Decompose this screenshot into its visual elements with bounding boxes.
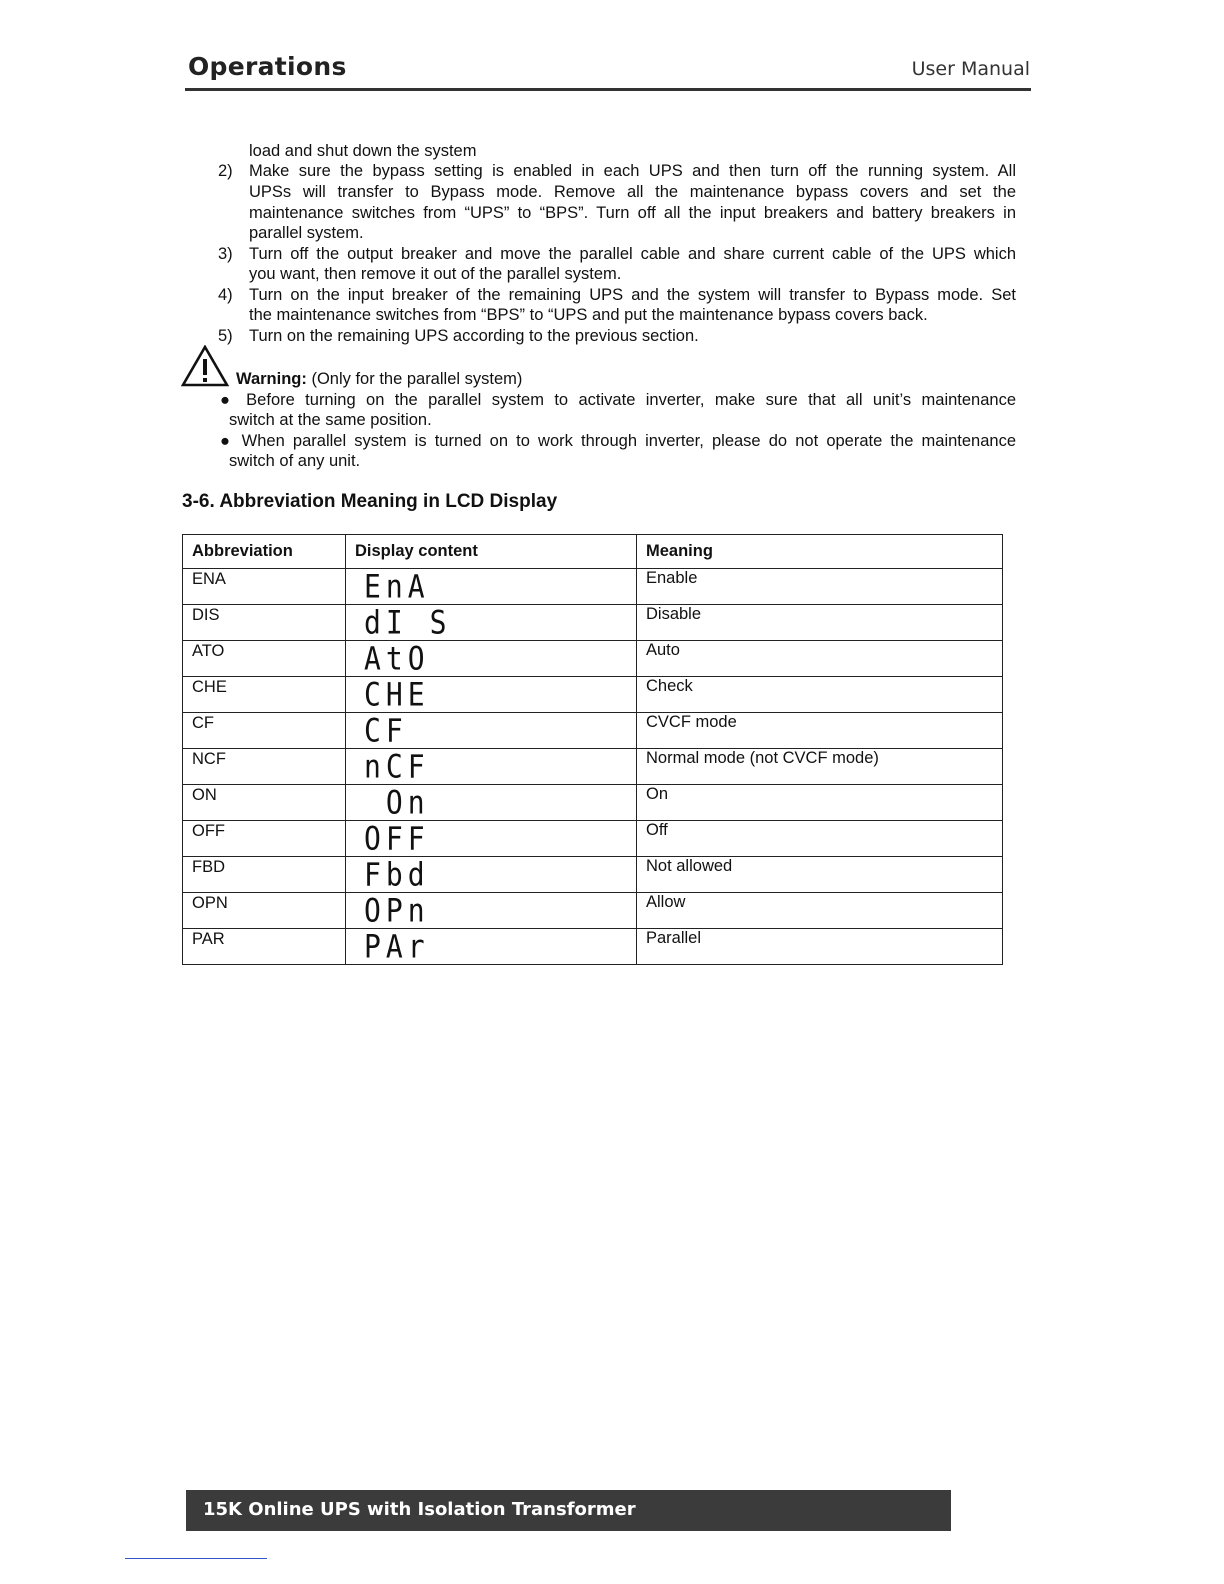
bottom-link-underline <box>125 1558 267 1559</box>
step-text: Turn off the output breaker and move the parallel cable and share current cable of the UPS which <box>249 245 1016 263</box>
page-header-title: Operations <box>188 52 347 81</box>
lcd-text: On <box>364 783 430 822</box>
footer-product-title: 15K Online UPS with Isolation Transformer <box>203 1499 636 1520</box>
meaning-cell: Normal mode (not CVCF mode) <box>637 749 1003 785</box>
column-header: Abbreviation <box>183 535 346 569</box>
step-number: 4) <box>218 286 233 304</box>
lcd-text: Fbd <box>364 855 430 894</box>
step-text: Make sure the bypass setting is enabled in each UPS and then turn off the running system. All <box>249 162 1016 180</box>
abbreviation-cell: OPN <box>183 893 346 929</box>
section-title: 3-6. Abbreviation Meaning in LCD Display <box>182 491 558 512</box>
warning-note: (Only for the parallel system) <box>311 370 523 388</box>
lcd-display-cell <box>346 713 637 749</box>
warning-bullet: ● When parallel system is turned on to work through inverter, please do not operate the maintenance <box>220 432 1016 450</box>
table-row <box>183 893 1003 929</box>
warning-heading <box>236 369 522 389</box>
lcd-text: AtO <box>364 639 430 678</box>
lcd-display-cell <box>346 785 637 821</box>
table-row <box>183 569 1003 605</box>
lcd-display-cell <box>346 893 637 929</box>
column-header: Display content <box>346 535 637 569</box>
step-text: the maintenance switches from “BPS” to “UPS and put the maintenance bypass covers back. <box>249 306 928 324</box>
column-header: Meaning <box>637 535 1003 569</box>
table-row <box>183 605 1003 641</box>
step-number: 5) <box>218 327 233 345</box>
abbreviation-cell: ATO <box>183 641 346 677</box>
abbreviation-cell: DIS <box>183 605 346 641</box>
meaning-cell: On <box>637 785 1003 821</box>
abbreviation-cell: ON <box>183 785 346 821</box>
abbreviation-cell: PAR <box>183 929 346 965</box>
lcd-display-cell <box>346 641 637 677</box>
table-row <box>183 929 1003 965</box>
warning-label: Warning: <box>236 370 307 388</box>
step-text: Turn on the input breaker of the remaining UPS and the system will transfer to Bypass mode. Set <box>249 286 1016 304</box>
abbreviation-cell: OFF <box>183 821 346 857</box>
lcd-text: EnA <box>364 567 430 606</box>
table-row <box>183 641 1003 677</box>
meaning-cell: Disable <box>637 605 1003 641</box>
meaning-cell: Parallel <box>637 929 1003 965</box>
step-text: you want, then remove it out of the parallel system. <box>249 265 622 283</box>
header-rule <box>185 88 1031 91</box>
warning-bullet-cont: switch of any unit. <box>229 452 361 470</box>
step-text: UPSs will transfer to Bypass mode. Remove all the maintenance bypass covers and set the <box>249 183 1016 201</box>
meaning-cell: Allow <box>637 893 1003 929</box>
table-row <box>183 785 1003 821</box>
meaning-cell: Off <box>637 821 1003 857</box>
step-text: parallel system. <box>249 224 364 242</box>
manual-label: User Manual <box>911 58 1030 80</box>
abbreviation-table <box>182 534 1003 965</box>
lcd-display-cell <box>346 929 637 965</box>
meaning-cell: CVCF mode <box>637 713 1003 749</box>
table-row <box>183 677 1003 713</box>
meaning-cell: Not allowed <box>637 857 1003 893</box>
warning-icon <box>181 345 229 387</box>
lcd-display-cell <box>346 605 637 641</box>
table-row <box>183 749 1003 785</box>
table-header-row <box>183 535 1003 569</box>
lcd-text: OPn <box>364 891 430 930</box>
abbreviation-cell: FBD <box>183 857 346 893</box>
meaning-cell: Auto <box>637 641 1003 677</box>
lcd-display-cell <box>346 569 637 605</box>
step-number: 3) <box>218 245 233 263</box>
abbreviation-cell: NCF <box>183 749 346 785</box>
abbreviation-cell: CF <box>183 713 346 749</box>
step-text: Turn on the remaining UPS according to the previous section. <box>249 327 699 345</box>
abbreviation-cell: ENA <box>183 569 346 605</box>
warning-bullet: ● Before turning on the parallel system to activate inverter, make sure that all unit’s maintenance <box>220 391 1016 409</box>
lcd-text: dI S <box>364 603 452 642</box>
abbreviation-cell: CHE <box>183 677 346 713</box>
step-continuation: load and shut down the system <box>249 142 477 160</box>
lcd-display-cell <box>346 677 637 713</box>
table-row <box>183 713 1003 749</box>
table-row <box>183 821 1003 857</box>
step-text: maintenance switches from “UPS” to “BPS”. Turn off all the input breakers and battery breakers in <box>249 204 1016 222</box>
step-number: 2) <box>218 162 233 180</box>
warning-bullet-cont: switch at the same position. <box>229 411 432 429</box>
lcd-text: CHE <box>364 675 430 714</box>
lcd-display-cell <box>346 857 637 893</box>
lcd-text: nCF <box>364 747 430 786</box>
lcd-display-cell <box>346 749 637 785</box>
lcd-text: OFF <box>364 819 430 858</box>
meaning-cell: Enable <box>637 569 1003 605</box>
lcd-text: PAr <box>364 927 430 966</box>
lcd-text: CF <box>364 711 408 750</box>
meaning-cell: Check <box>637 677 1003 713</box>
table-row <box>183 857 1003 893</box>
lcd-display-cell <box>346 821 637 857</box>
